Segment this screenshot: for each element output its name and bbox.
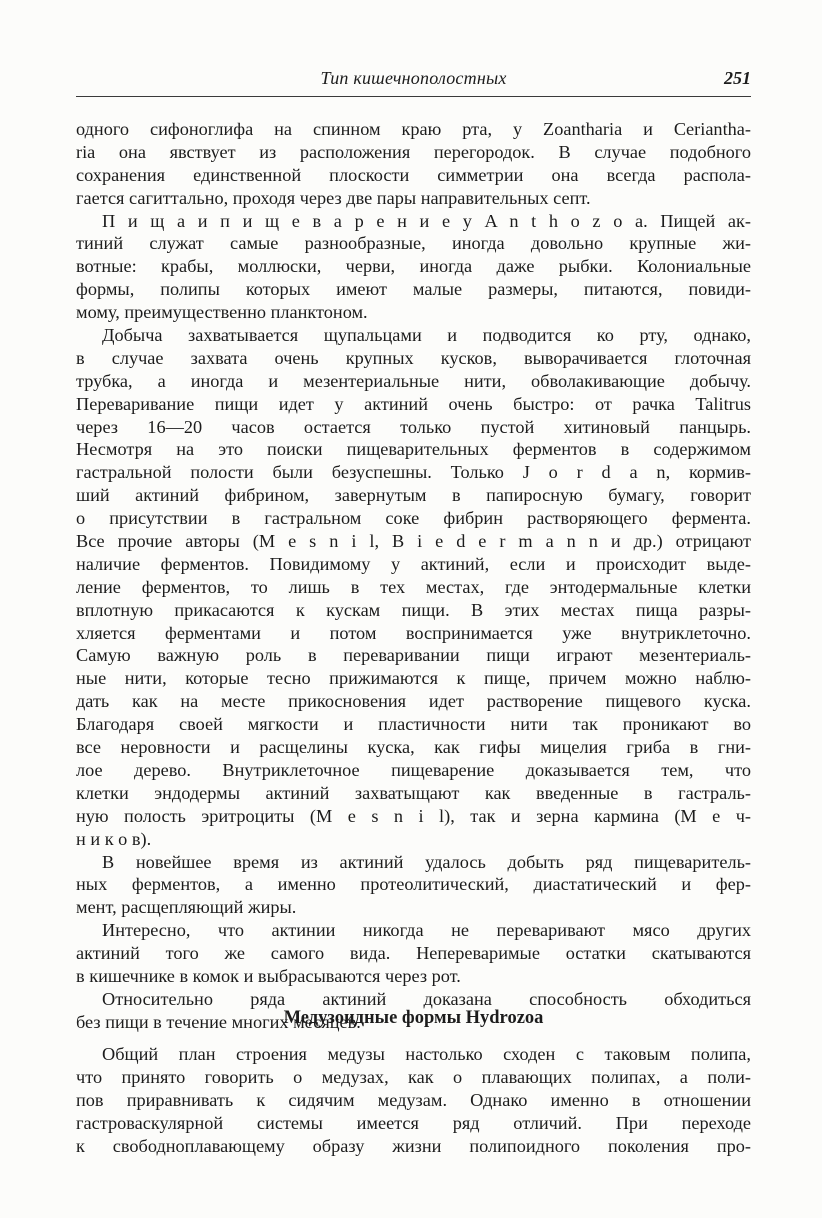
text-line: ные нити, которые тесно прижимаются к пище, причем можно наблю- (76, 668, 751, 689)
text-line: ria она явствует из расположения перегородок. В случае подобного (76, 141, 751, 162)
text-line: П и щ а и п и щ е в а р е н и е у A n t h o z o a. Пищей ак- (102, 210, 751, 231)
text-line: тиний служат самые разнообразные, иногда довольно крупные жи- (76, 233, 751, 254)
text-line: трубка, а иногда и мезентериальные нити, обволакивающие добычу. (76, 370, 751, 391)
text-line: Добыча захватывается щупальцами и подводится ко рту, однако, (102, 325, 751, 346)
text-line: вплотную прикасаются к кускам пищи. В этих местах пища разры- (76, 599, 751, 620)
text-line: мент, расщепляющий жиры. (76, 897, 297, 918)
text-line: наличие ферментов. Повидимому у актиний, если и происходит выде- (76, 553, 751, 574)
text-line: к свободноплавающему образу жизни полипоидного поколения про- (76, 1135, 751, 1156)
text-line: ную полость эритроциты (M e s n i l), так и зерна кармина (М е ч- (76, 805, 751, 826)
text-line: мому, преимущественно планктоном. (76, 302, 368, 323)
text-line: Благодаря своей мягкости и пластичности нити так проникают во (76, 714, 751, 735)
text-line: Несмотря на это поиски пищеварительных ферментов в содержимом (76, 439, 751, 460)
text-line: через 16—20 часов остается только пустой хитиновый панцырь. (76, 416, 751, 437)
running-title: Тип кишечнополостных (320, 68, 507, 88)
text-line: без пищи в течение многих месяцев. (76, 1011, 361, 1032)
text-line: в случае захвата очень крупных кусков, выворачивается глоточная (76, 347, 751, 368)
section-text (76, 1043, 751, 1157)
text-line: В новейшее время из актиний удалось добыть ряд пищеваритель- (102, 851, 751, 872)
text-line: Все прочие авторы (M e s n i l, B i e d e r m a n n и др.) отрицают (76, 531, 751, 552)
text-line: сохранения единственной плоскости симметрии она всегда распола- (76, 164, 751, 185)
text-line: Интересно, что актинии никогда не переваривают мясо других (102, 920, 751, 941)
text-line: формы, полипы которых имеют малые размеры, питаются, повиди- (76, 279, 751, 300)
text-line: клетки эндодермы актиний захватыщают как введенные в гастраль- (76, 782, 751, 803)
text-line: Переваривание пищи идет у актиний очень быстро: от рачка Talitrus (76, 393, 751, 414)
running-header (76, 66, 751, 97)
text-line: Общий план строения медузы настолько сходен с таковым полипа, (102, 1044, 751, 1064)
text-line: актиний того же самого вида. Непереваримые остатки скатываются (76, 943, 751, 964)
text-line: одного сифоноглифа на спинном краю рта, у Zoantharia и Ceriantha- (76, 119, 751, 139)
text-line: пов приравнивать к сидячим медузам. Однако именно в отношении (76, 1089, 751, 1110)
text-line: вотные: крабы, моллюски, черви, иногда даже рыбки. Колониальные (76, 256, 751, 277)
text-line: о присутствии в гастральном соке фибрин растворяющего фермента. (76, 508, 751, 529)
text-line: ший актиний фибрином, завернутым в папиросную бумагу, говорит (76, 485, 751, 506)
text-line: что принято говорить о медузах, как о плавающих полипах, а поли- (76, 1066, 751, 1087)
text-line: дать как на месте прикосновения идет растворение пищевого куска. (76, 691, 751, 712)
text-line: ных ферментов, а именно протеолитический, диастатический и фер- (76, 874, 751, 895)
text-line: ление ферментов, то лишь в тех местах, где энтодермальные клетки (76, 576, 751, 597)
text-line: все неровности и расщелины куска, как гифы мицелия гриба в гни- (76, 737, 751, 758)
main-text (76, 118, 751, 1034)
text-line: в кишечнике в комок и выбрасываются через рот. (76, 965, 461, 986)
section-heading: Медузоидные формы Hydrozoa (283, 1008, 544, 1028)
text-line: лое дерево. Внутриклеточное пищеварение доказывается тем, что (76, 759, 751, 780)
text-line: Самую важную роль в переваривании пищи играют мезентериаль- (76, 645, 751, 666)
page-number: 251 (724, 68, 751, 88)
text-line: гастральной полости были безуспешны. Только J o r d a n, кормив- (76, 462, 751, 483)
text-line: гастроваскулярной системы имеется ряд отличий. При переходе (76, 1112, 751, 1133)
text-line: н и к о в). (76, 828, 152, 849)
text-line: гается сагиттально, проходя через две пары направительных септ. (76, 187, 591, 208)
text-line: хляется ферментами и потом воспринимается уже внутриклеточно. (76, 622, 751, 643)
text-line: Относительно ряда актиний доказана способность обходиться (102, 988, 751, 1009)
